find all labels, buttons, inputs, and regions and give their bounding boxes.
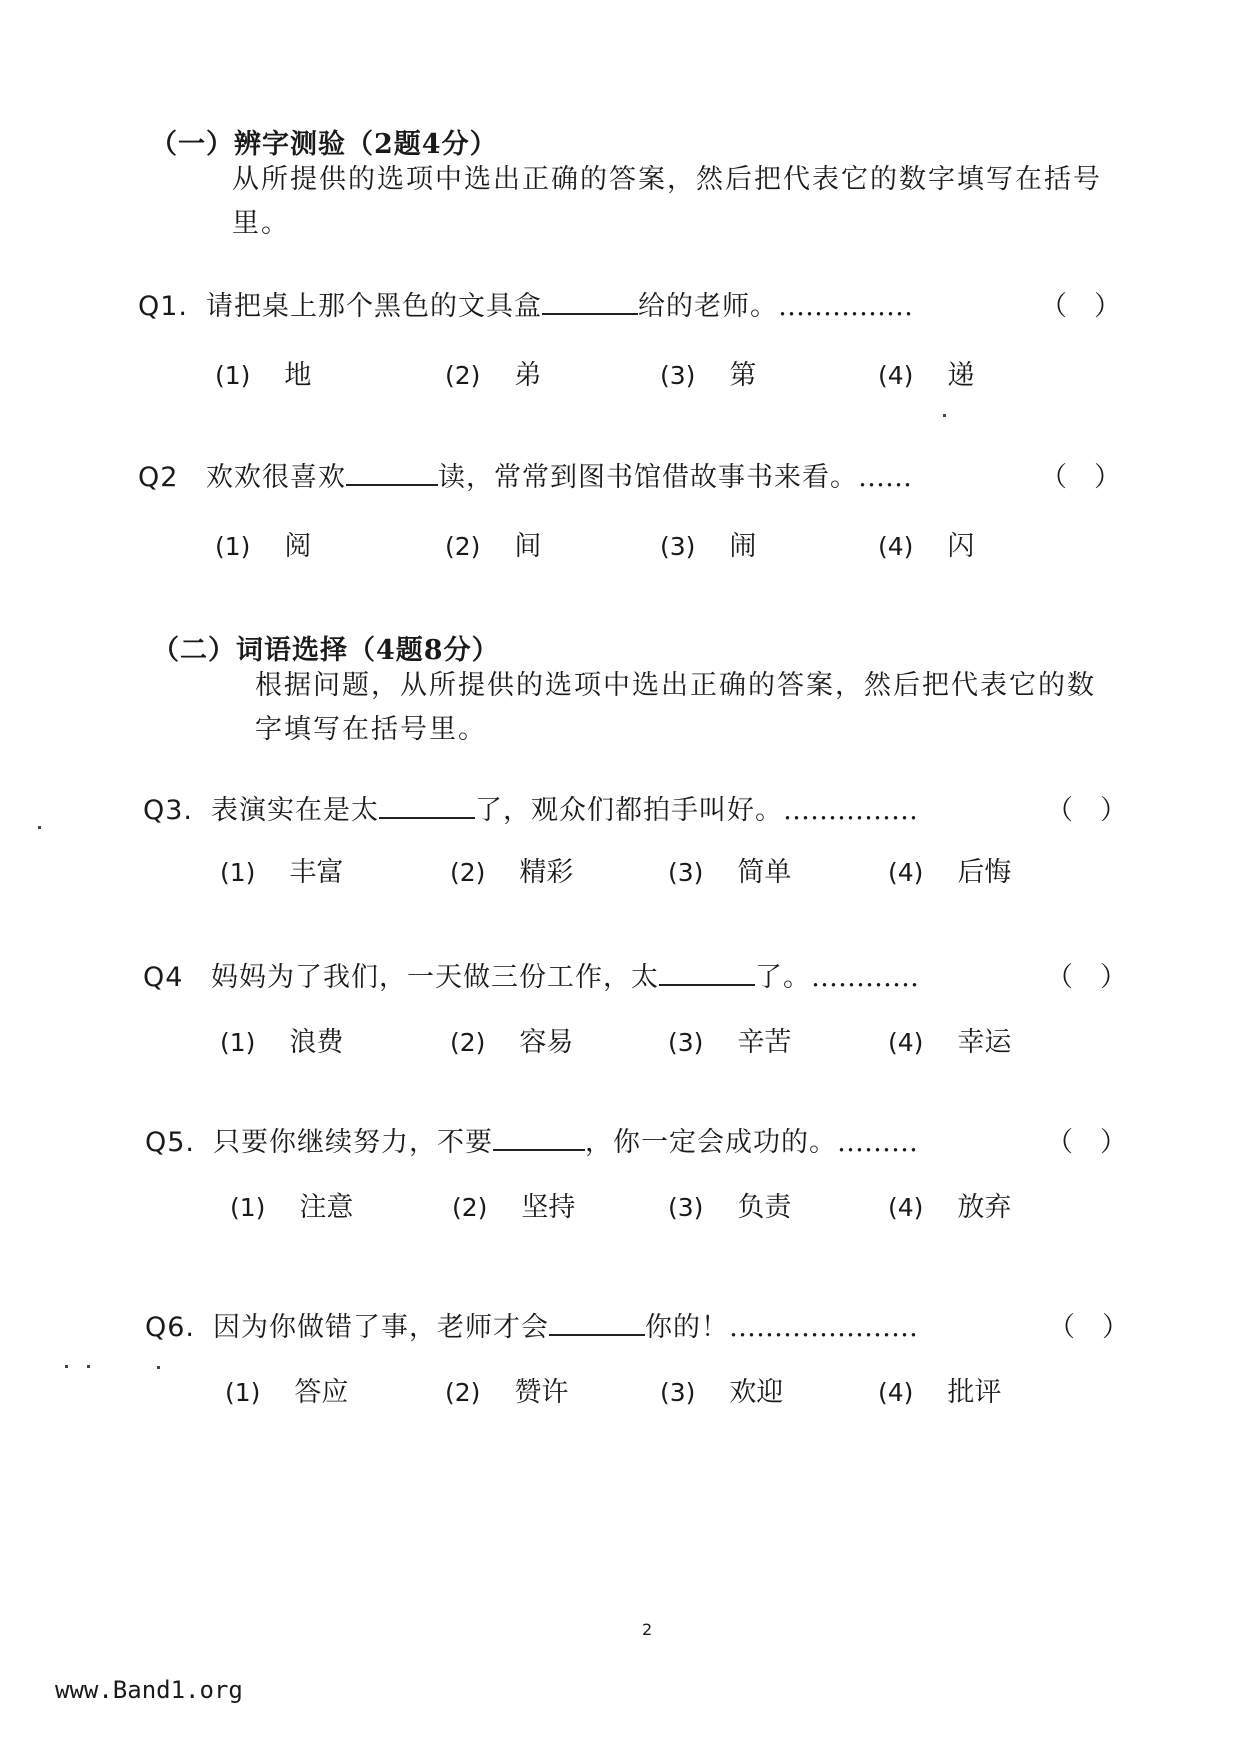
option-3[interactable]: (3) 负责 — [668, 1192, 792, 1223]
option-2[interactable]: (2) 精彩 — [450, 857, 574, 888]
scan-speck — [65, 1365, 68, 1368]
option-4[interactable]: (4) 批评 — [878, 1377, 1002, 1408]
answer-parentheses[interactable]: （ ） — [1046, 962, 1127, 993]
option-3[interactable]: (3) 简单 — [668, 857, 792, 888]
question-text-before: 因为你做错了事，老师才会 — [213, 1312, 549, 1343]
question-text-after: 了。 — [755, 962, 811, 993]
question-q2 — [138, 455, 912, 494]
scan-speck — [87, 1365, 90, 1368]
option-4[interactable]: (4) 后悔 — [888, 857, 1012, 888]
scan-speck — [943, 414, 946, 417]
leader-dots: ……… — [837, 1127, 918, 1158]
section-1-instruction: 从所提供的选项中选出正确的答案，然后把代表它的数字填写在括号里。 — [232, 164, 1102, 239]
answer-blank — [346, 462, 438, 486]
question-q6 — [145, 1305, 918, 1344]
question-id: Q1. — [138, 291, 189, 322]
question-id: Q6. — [145, 1312, 196, 1343]
option-1[interactable]: (1) 阅 — [215, 531, 312, 562]
leader-dots: ………… — [811, 962, 919, 993]
answer-parentheses[interactable]: （ ） — [1040, 291, 1121, 322]
option-3[interactable]: (3) 欢迎 — [660, 1377, 784, 1408]
section-1-title: （一）辨字测验（2题4分） — [150, 129, 498, 160]
question-text-before: 请把桌上那个黑色的文具盒 — [206, 291, 542, 322]
footer-url[interactable]: www.Band1.org — [55, 1676, 243, 1704]
question-text-after: 读，常常到图书馆借故事书来看。 — [438, 462, 858, 493]
question-q1 — [138, 284, 913, 323]
page-number: 2 — [642, 1620, 653, 1639]
option-2[interactable]: (2) 容易 — [450, 1027, 574, 1058]
answer-parentheses[interactable]: （ ） — [1040, 462, 1121, 493]
question-id: Q2 — [138, 462, 179, 493]
option-1[interactable]: (1) 地 — [215, 360, 312, 391]
option-1[interactable]: (1) 丰富 — [220, 857, 344, 888]
option-4[interactable]: (4) 闪 — [878, 531, 975, 562]
question-id: Q3. — [143, 795, 194, 826]
answer-parentheses[interactable]: （ ） — [1048, 1312, 1129, 1343]
question-text-before: 表演实在是太 — [211, 795, 379, 826]
question-id: Q4 — [143, 962, 184, 993]
option-2[interactable]: (2) 赞许 — [445, 1377, 569, 1408]
option-1[interactable]: (1) 答应 — [225, 1377, 349, 1408]
question-q4 — [143, 955, 919, 994]
question-text-after: 你的！ — [645, 1312, 729, 1343]
question-text-before: 欢欢很喜欢 — [206, 462, 346, 493]
option-4[interactable]: (4) 放弃 — [888, 1192, 1012, 1223]
option-2[interactable]: (2) 坚持 — [452, 1192, 576, 1223]
answer-blank — [659, 962, 755, 986]
answer-parentheses[interactable]: （ ） — [1046, 1127, 1127, 1158]
question-text-after: ，你一定会成功的。 — [585, 1127, 837, 1158]
question-text-after: 了，观众们都拍手叫好。 — [475, 795, 783, 826]
option-4[interactable]: (4) 递 — [878, 360, 975, 391]
leader-dots: …… — [858, 462, 912, 493]
question-text-after: 给的老师。 — [638, 291, 778, 322]
question-id: Q5. — [145, 1127, 196, 1158]
option-1[interactable]: (1) 浪费 — [220, 1027, 344, 1058]
section-2-title: （二）词语选择（4题8分） — [152, 635, 500, 666]
scan-speck — [38, 826, 41, 829]
question-text-before: 妈妈为了我们，一天做三份工作，太 — [211, 962, 659, 993]
option-3[interactable]: (3) 第 — [660, 360, 757, 391]
question-text-before: 只要你继续努力，不要 — [213, 1127, 493, 1158]
answer-parentheses[interactable]: （ ） — [1046, 795, 1127, 826]
option-3[interactable]: (3) 闹 — [660, 531, 757, 562]
leader-dots: ………………… — [729, 1312, 918, 1343]
question-q5 — [145, 1120, 918, 1159]
scan-speck — [157, 1366, 160, 1369]
answer-blank — [379, 795, 475, 819]
option-1[interactable]: (1) 注意 — [230, 1192, 354, 1223]
answer-blank — [493, 1127, 585, 1151]
option-2[interactable]: (2) 间 — [445, 531, 542, 562]
option-2[interactable]: (2) 弟 — [445, 360, 542, 391]
question-q3 — [143, 788, 918, 827]
section-2-instruction: 根据问题，从所提供的选项中选出正确的答案，然后把代表它的数字填写在括号里。 — [255, 670, 1096, 745]
answer-blank — [542, 291, 638, 315]
option-3[interactable]: (3) 辛苦 — [668, 1027, 792, 1058]
leader-dots: …………… — [778, 291, 913, 322]
leader-dots: …………… — [783, 795, 918, 826]
answer-blank — [549, 1312, 645, 1336]
option-4[interactable]: (4) 幸运 — [888, 1027, 1012, 1058]
